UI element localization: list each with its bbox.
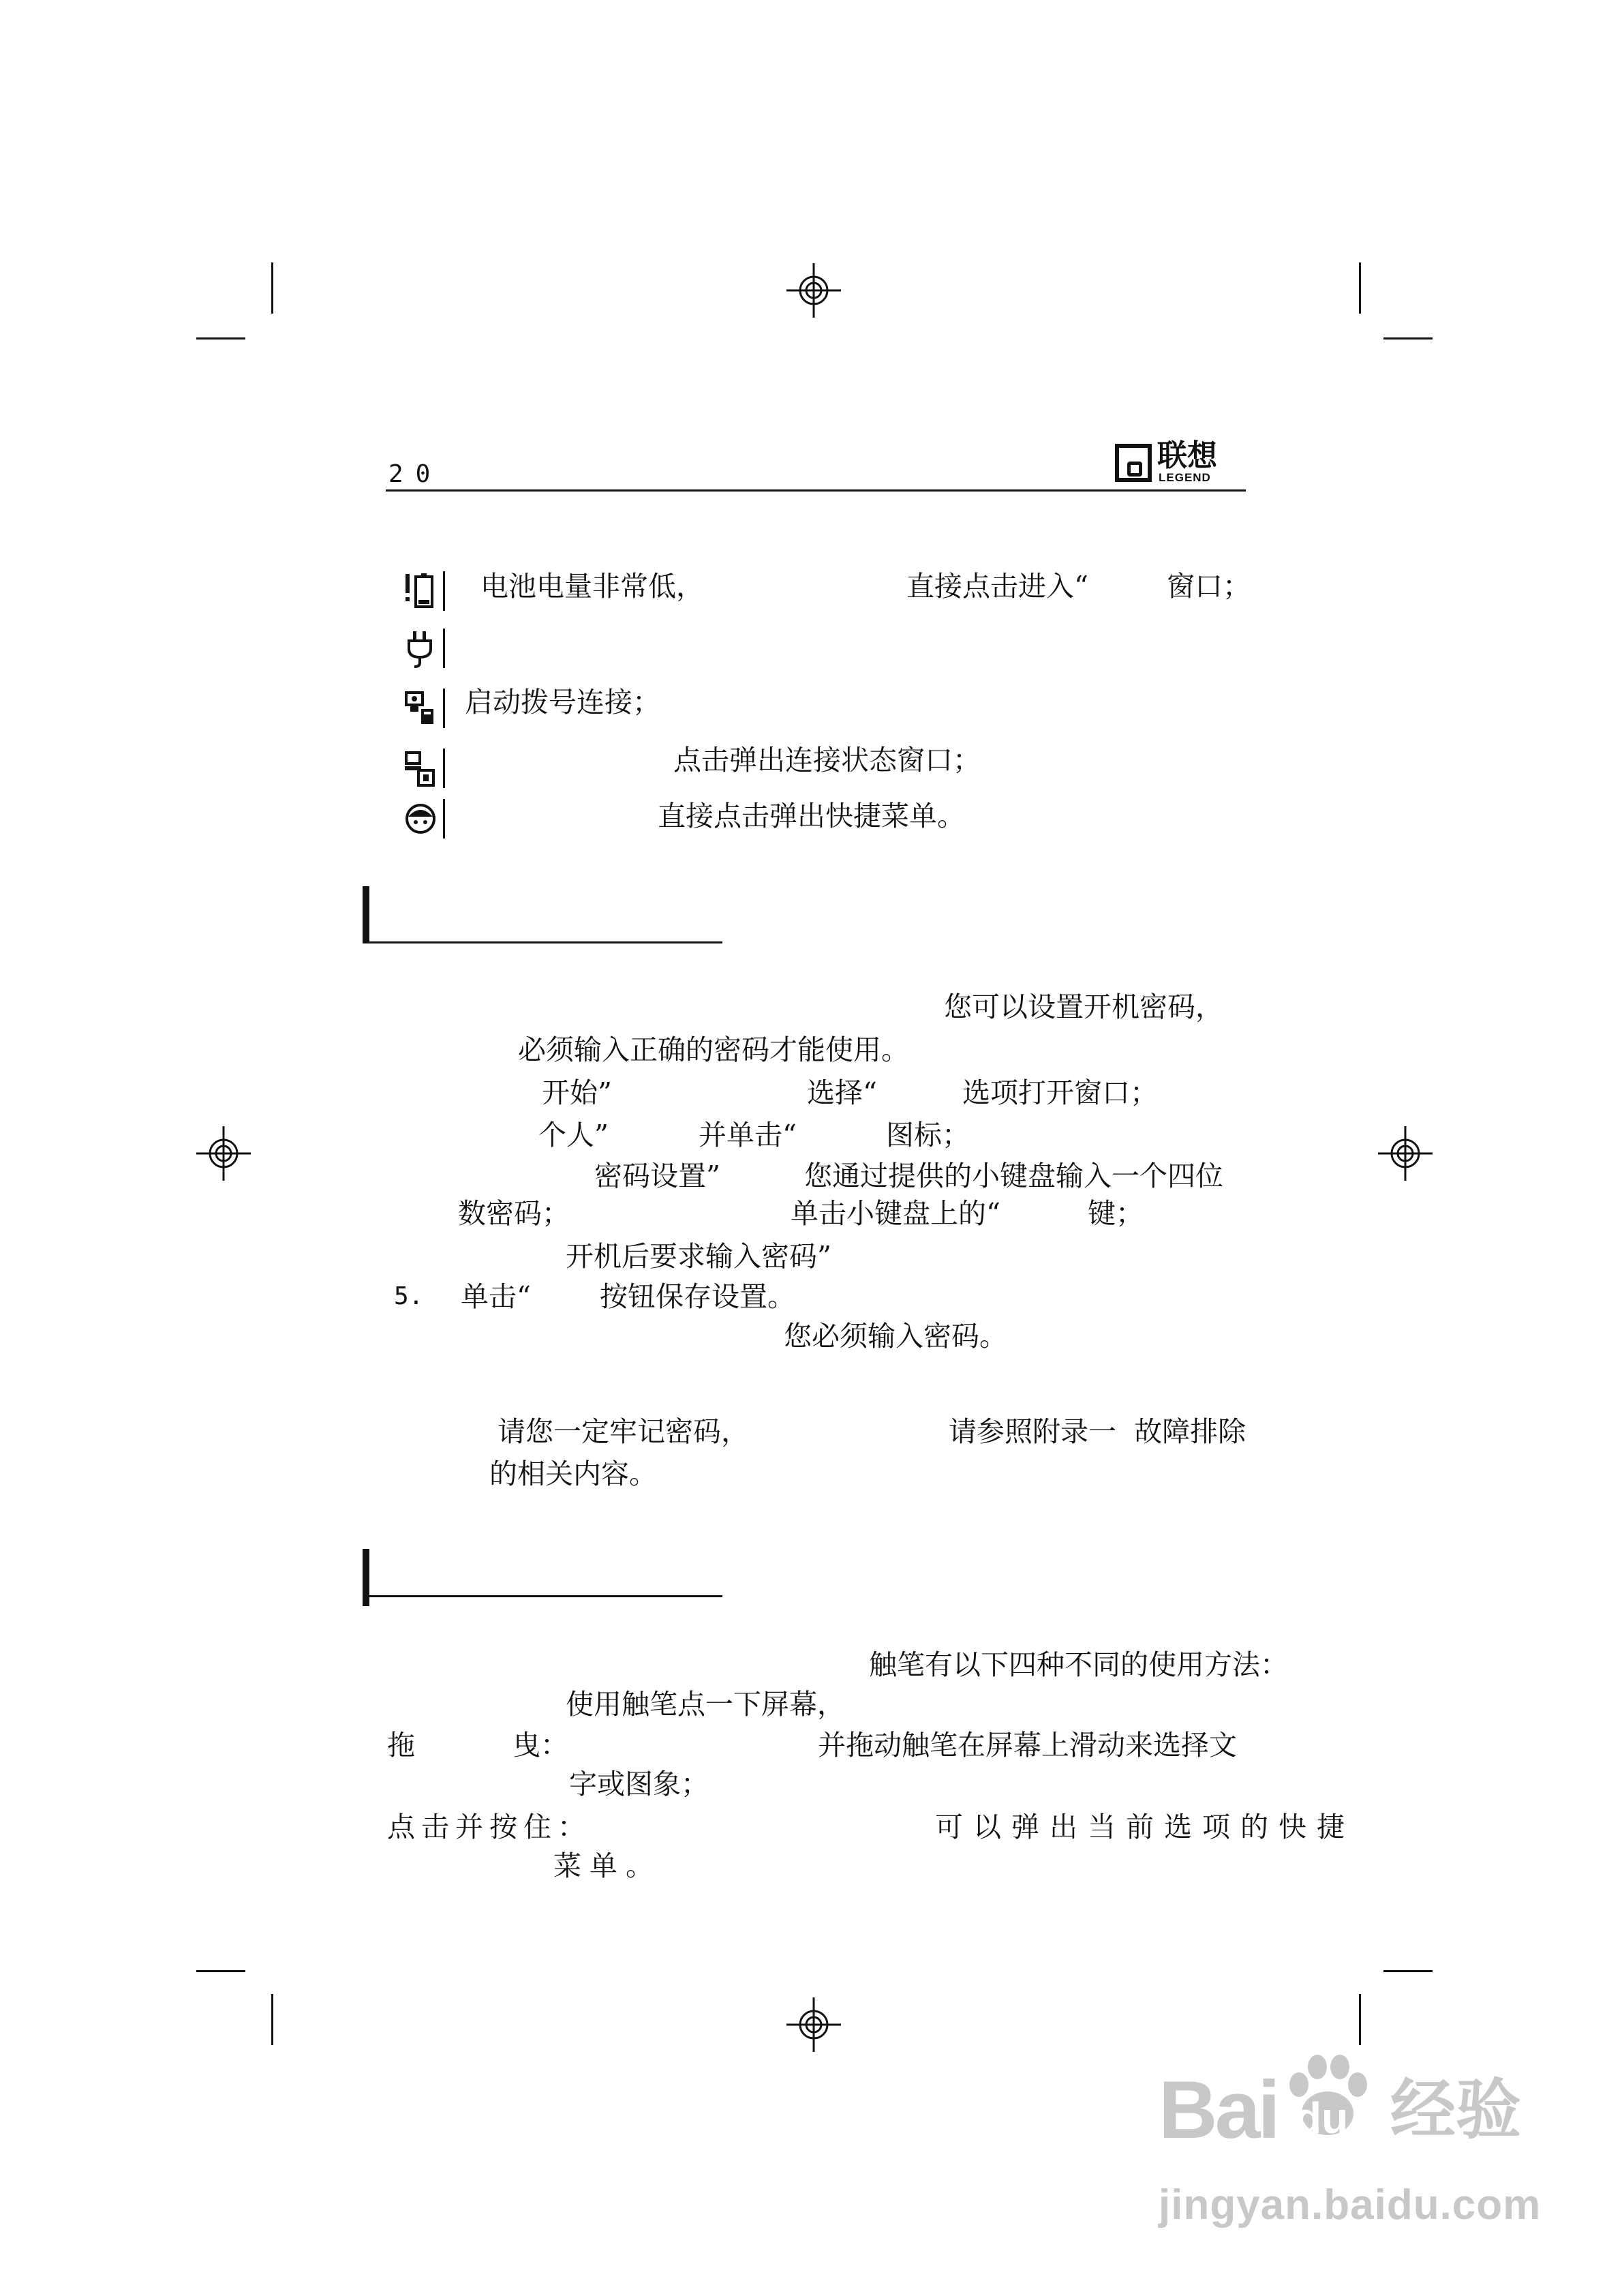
registration-mark-icon (786, 1997, 841, 2052)
body-line: 字或图象； (569, 1768, 709, 1800)
power-plug-icon (403, 629, 438, 668)
body-line: 选项打开窗口； (962, 1076, 1158, 1109)
icon-divider (443, 629, 445, 668)
body-line: 选择“ (807, 1076, 877, 1109)
crop-mark (1359, 1994, 1361, 2045)
body-line: 并单击“ (699, 1119, 797, 1151)
status-desc: 点击弹出连接状态窗口； (673, 744, 981, 776)
watermark-cn: 经验 (1390, 2072, 1521, 2148)
body-line: 可以弹出当前选项的快捷 (935, 1811, 1355, 1843)
body-line: 密码设置” (594, 1160, 720, 1192)
logo-cn: 联想 (1157, 438, 1217, 473)
icon-divider (443, 689, 445, 728)
body-line: 单击“ (461, 1280, 531, 1313)
logo-mark-icon (1115, 444, 1152, 482)
body-line: 单击小键盘上的“ (791, 1197, 1000, 1230)
note-line: 请参照附录一 故障排除 (949, 1415, 1246, 1448)
body-line: 必须输入正确的密码才能使用。 (518, 1033, 909, 1066)
icon-divider (443, 799, 445, 839)
note-line: 的相关内容。 (489, 1457, 657, 1490)
watermark-url: jingyan.baidu.com (1159, 2181, 1542, 2229)
crop-mark (1383, 1970, 1433, 1972)
status-desc: 启动拨号连接； (465, 686, 660, 719)
page-number: 20 (388, 460, 443, 488)
body-line: 您通过提供的小键盘输入一个四位 (804, 1160, 1223, 1192)
registration-mark-icon (786, 263, 841, 318)
body-line: 图标； (886, 1119, 970, 1151)
body-line: 触笔有以下四种不同的使用方法： (869, 1648, 1288, 1681)
crop-mark (196, 1970, 245, 1972)
icon-divider (443, 749, 445, 788)
registration-mark-icon (196, 1126, 251, 1181)
term-label: 曳： (512, 1729, 568, 1762)
crop-mark (1359, 262, 1361, 314)
body-line: 个人” (538, 1119, 609, 1151)
network-connection-icon (403, 749, 438, 788)
section-heading-marker (363, 1549, 369, 1606)
low-battery-icon (403, 571, 438, 611)
registration-mark-icon (1378, 1126, 1433, 1181)
body-line: 您必须输入密码。 (784, 1320, 1007, 1353)
input-method-icon (403, 799, 438, 839)
section-heading-marker (363, 886, 369, 943)
section-heading-rule (363, 941, 722, 943)
body-line: 使用触笔点一下屏幕， (566, 1688, 845, 1721)
crop-mark (271, 262, 273, 314)
body-line: 按钮保存设置。 (600, 1280, 795, 1313)
term-label: 点击并按住： (387, 1811, 592, 1843)
body-line: 开机后要求输入密码” (566, 1240, 831, 1273)
crop-mark (271, 1994, 273, 2045)
body-line: 数密码； (458, 1197, 570, 1230)
term-label: 拖 (387, 1729, 415, 1762)
section-heading-rule (363, 1595, 722, 1597)
body-line: 键； (1088, 1197, 1144, 1230)
icon-divider (443, 571, 445, 611)
crop-mark (196, 337, 245, 339)
watermark-brand: Bai (1159, 2064, 1278, 2156)
logo-en: LEGEND (1159, 471, 1211, 484)
status-desc: 直接点击弹出快捷菜单。 (658, 800, 965, 832)
status-desc: 电池电量非常低， (480, 570, 704, 603)
status-desc: 直接点击进入“ (906, 570, 1088, 603)
body-line: 并拖动触笔在屏幕上滑动来选择文 (818, 1729, 1237, 1762)
body-line: 您可以设置开机密码， (944, 991, 1223, 1023)
step-number: 5. (394, 1282, 424, 1310)
note-line: 请您一定牢记密码， (498, 1415, 749, 1448)
dialup-icon (403, 689, 438, 728)
watermark-brand: du (1295, 2094, 1349, 2143)
status-desc: 窗口； (1167, 570, 1251, 603)
body-line: 开始” (542, 1076, 612, 1109)
header-rule (386, 489, 1246, 492)
body-line: 菜单。 (553, 1849, 662, 1882)
legend-logo (1115, 440, 1244, 487)
crop-mark (1383, 337, 1433, 339)
